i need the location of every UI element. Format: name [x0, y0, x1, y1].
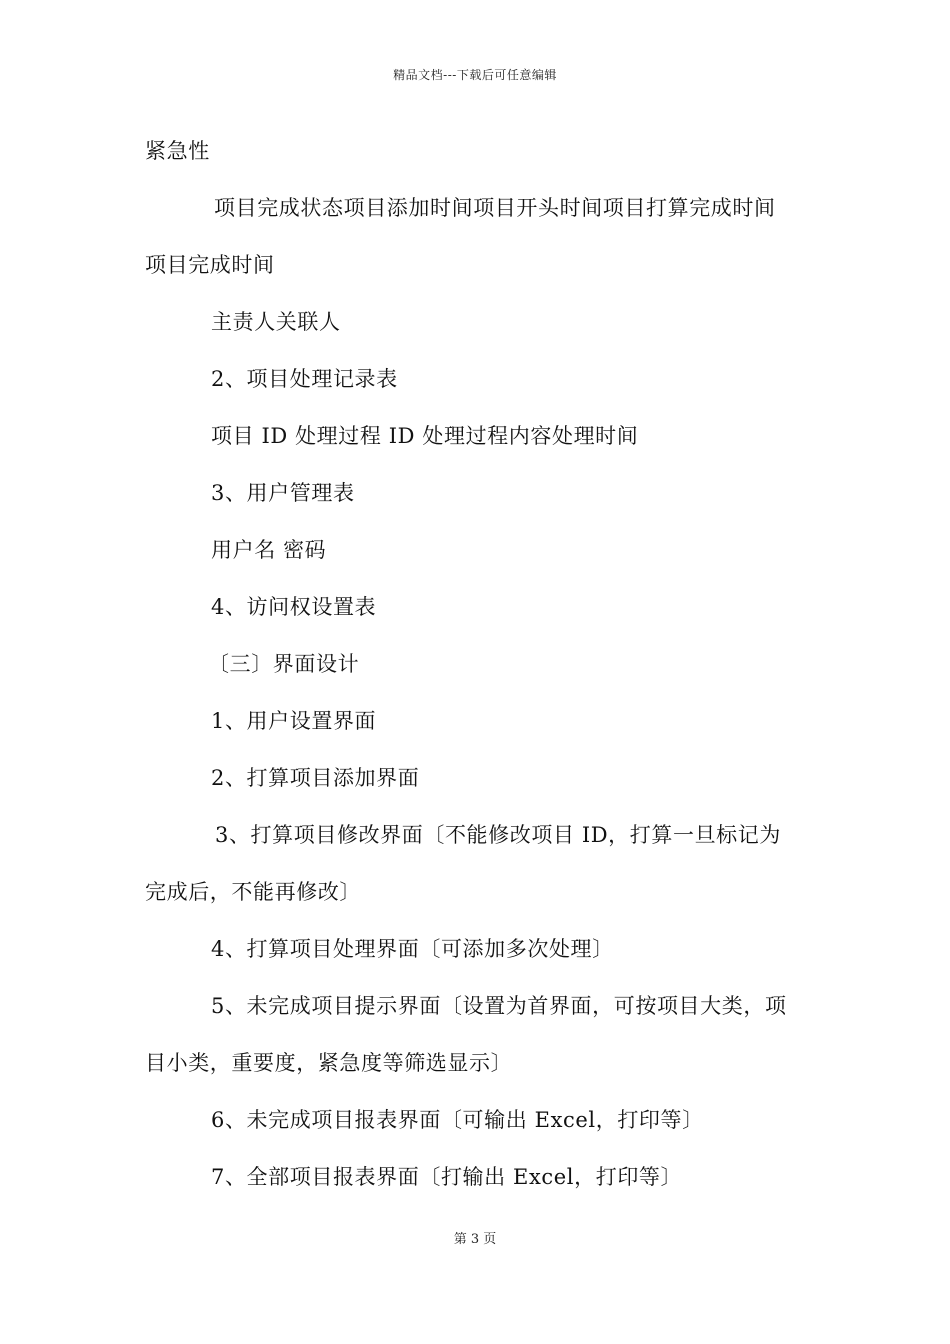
page-header: 精品文档---下载后可任意编辑	[393, 68, 557, 82]
text-line: 紧急性	[145, 139, 210, 163]
list-item: 6、未完成项目报表界面〔可输出 Excel，打印等〕	[211, 1108, 704, 1132]
page-number: 第 3 页	[453, 1232, 497, 1247]
list-item-continuation: 目小类，重要度，紧急度等筛选显示〕	[145, 1051, 513, 1075]
list-item: 7、全部项目报表界面〔打输出 Excel，打印等〕	[211, 1165, 683, 1189]
list-item: 1、用户设置界面	[211, 709, 377, 733]
text-line: 用户名 密码	[211, 538, 327, 562]
section-heading: 2、项目处理记录表	[211, 367, 398, 391]
text-line: 主责人关联人	[211, 310, 341, 334]
list-item: 3、打算项目修改界面〔不能修改项目 ID，打算一旦标记为	[215, 823, 781, 847]
list-item: 5、未完成项目提示界面〔设置为首界面，可按项目大类，项	[211, 994, 787, 1018]
text-line: 项目 ID 处理过程 ID 处理过程内容处理时间	[211, 424, 639, 448]
section-heading: 3、用户管理表	[211, 481, 355, 505]
section-heading: 〔三〕界面设计	[208, 652, 360, 676]
text-line: 项目完成时间	[145, 253, 275, 277]
text-line: 项目完成状态项目添加时间项目开头时间项目打算完成时间	[214, 196, 776, 220]
list-item: 4、打算项目处理界面〔可添加多次处理〕	[211, 937, 614, 961]
list-item-continuation: 完成后，不能再修改〕	[145, 880, 361, 904]
section-heading: 4、访问权设置表	[211, 595, 377, 619]
list-item: 2、打算项目添加界面	[211, 766, 420, 790]
